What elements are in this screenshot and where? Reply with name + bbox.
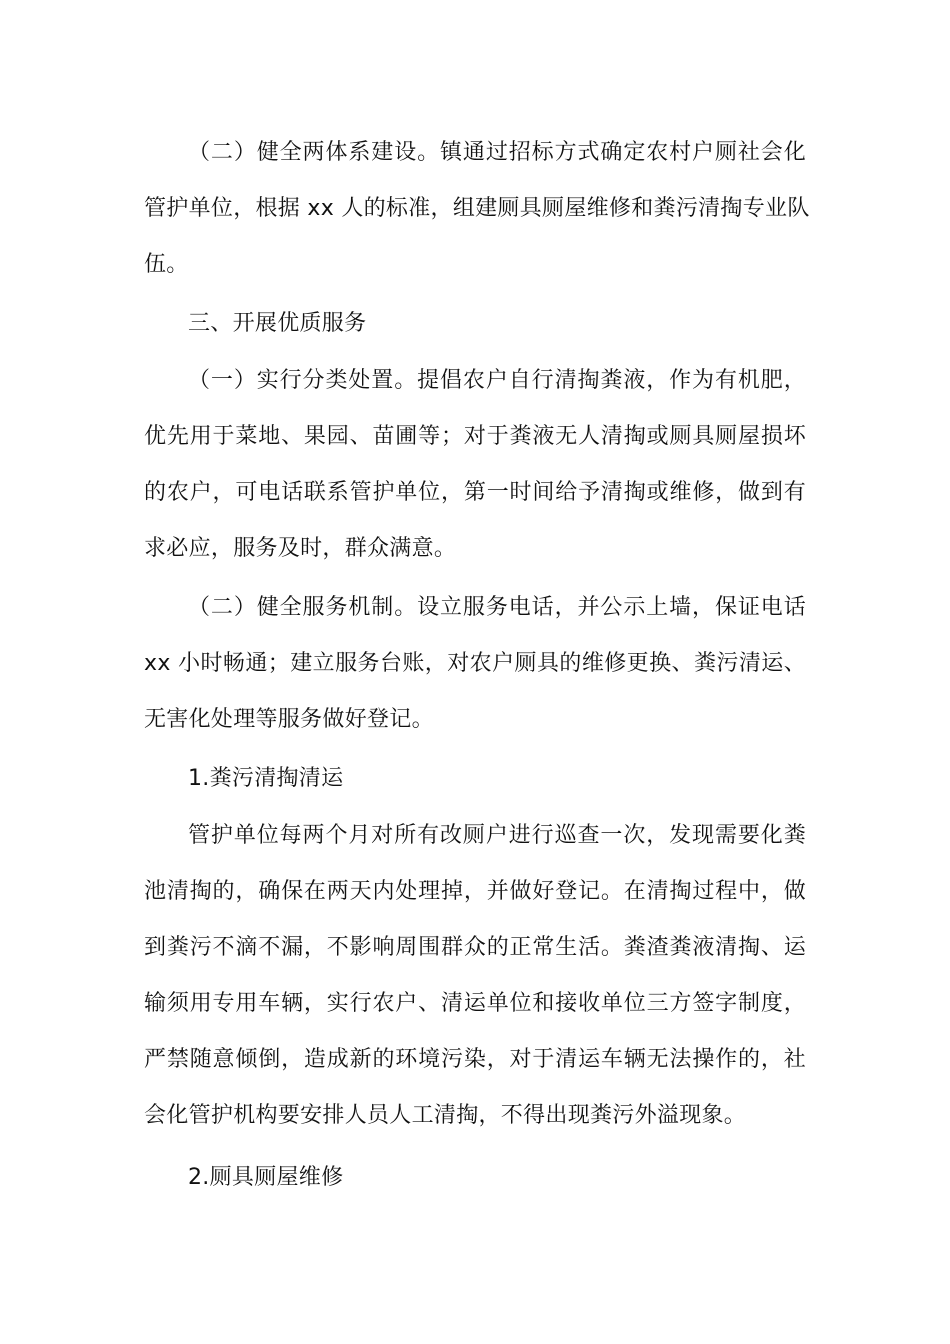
text-line: 管护单位每两个月对所有改厕户进行巡查一次，发现需要化粪 bbox=[188, 823, 806, 848]
subheading-text: 2.厕具厕屋维修 bbox=[188, 1165, 344, 1190]
section-heading bbox=[144, 296, 806, 352]
subheading-2 bbox=[144, 1150, 806, 1206]
text-line: 严禁随意倾倒，造成新的环境污染，对于清运车辆无法操作的，社 bbox=[144, 1047, 806, 1072]
text-line: （二）健全两体系建设。镇通过招标方式确定农村户厕社会化 bbox=[188, 140, 806, 165]
text-line: 伍。 bbox=[144, 252, 189, 277]
paragraph-section2-item2 bbox=[144, 125, 810, 293]
text-line: 到粪污不滴不漏，不影响周围群众的正常生活。粪渣粪液清掏、运 bbox=[144, 935, 806, 960]
text-line: 池清掏的，确保在两天内处理掉，并做好登记。在清掏过程中，做 bbox=[144, 879, 806, 904]
text-line: 管护单位，根据 xx 人的标准，组建厕具厕屋维修和粪污清掏专业队 bbox=[144, 196, 810, 221]
text-line: xx 小时畅通；建立服务台账，对农户厕具的维修更换、粪污清运、 bbox=[144, 651, 806, 676]
text-line: （一）实行分类处置。提倡农户自行清掏粪液，作为有机肥， bbox=[188, 368, 806, 393]
text-line: 输须用专用车辆，实行农户、清运单位和接收单位三方签字制度， bbox=[144, 991, 806, 1016]
paragraph-subsection-1 bbox=[144, 808, 806, 1144]
subheading-text: 1.粪污清掏清运 bbox=[188, 766, 344, 791]
heading-text: 三、开展优质服务 bbox=[188, 311, 367, 336]
text-line: 会化管护机构要安排人员人工清掏，不得出现粪污外溢现象。 bbox=[144, 1103, 747, 1128]
text-line: （二）健全服务机制。设立服务电话，并公示上墙，保证电话 bbox=[188, 595, 806, 620]
text-line: 优先用于菜地、果园、苗圃等；对于粪液无人清掏或厕具厕屋损坏 bbox=[144, 424, 806, 449]
text-line: 的农户，可电话联系管护单位，第一时间给予清掏或维修，做到有 bbox=[144, 480, 806, 505]
text-line: 无害化处理等服务做好登记。 bbox=[144, 707, 434, 732]
subheading-1 bbox=[144, 751, 806, 807]
paragraph-section3-item1 bbox=[144, 353, 806, 577]
text-line: 求必应，服务及时，群众满意。 bbox=[144, 536, 457, 561]
paragraph-section3-item2 bbox=[144, 580, 806, 748]
